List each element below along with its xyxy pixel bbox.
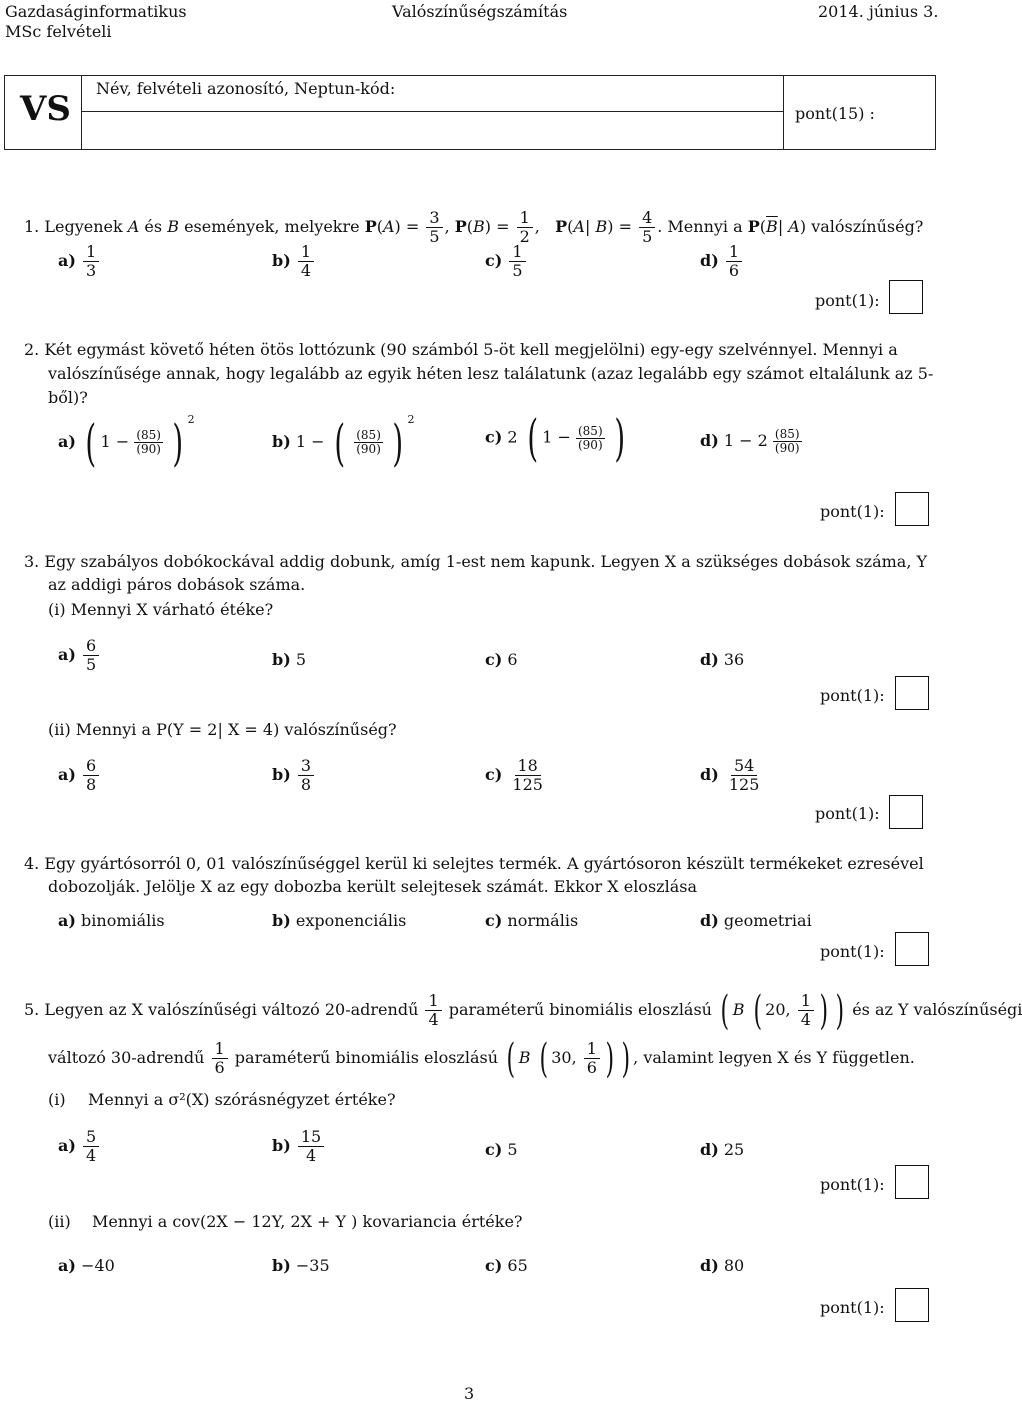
q4-option-c[interactable]: c) normális (485, 911, 579, 930)
q5-line-2: változó 30-adrendű $\frac{1}{6}$ paraméterű binomiális eloszlású ( B ( 30, $\frac{1}{6}$ ) ) , valamint legyen X és Y független. (48, 1035, 915, 1082)
q1-text: Legyenek (44, 217, 123, 236)
q2-option-a[interactable]: a) ( 1 − (85 ) (90) ) $^2$ (58, 413, 195, 472)
q5-i-points-label: pont(1): (820, 1175, 885, 1194)
q3-i-points-label: pont(1): (820, 686, 885, 705)
q4-option-a[interactable]: a) binomiális (58, 911, 165, 930)
q5-ii-option-d[interactable]: d) 80 (700, 1256, 745, 1275)
q1-prob-p: P (364, 217, 377, 236)
q3-ii-option-a[interactable]: a) $\frac{6}{8}$ (58, 757, 101, 794)
q5-sub-2: Mennyi a cov(2X − 12Y, 2X + Y ) kovariancia értéke? (92, 1212, 523, 1231)
q5-ii-option-c[interactable]: c) 65 (485, 1256, 528, 1275)
q1-text-b: események, melyekre (184, 217, 360, 236)
q1-pa-frac: $\frac{3}{5}$ (426, 209, 442, 246)
q1-question: Mennyi a (667, 217, 743, 236)
q1-event-b: B (167, 217, 179, 236)
vs-label: VS (20, 89, 71, 129)
name-field-label: Név, felvételi azonosító, Neptun-kód: (96, 79, 396, 98)
q5-i-option-a[interactable]: a) $\frac{5}{4}$ (58, 1128, 101, 1165)
q3-line-2: az addigi páros dobások száma. (48, 575, 306, 594)
q1-number: 1. (24, 217, 40, 236)
q4-line-1: 4. Egy gyártósorról 0, 01 valószínűséggel kerül ki selejtes termék. A gyártósoron készült termékeket ezresével (24, 854, 924, 873)
q5-i-option-b[interactable]: b) $\frac{15}{4}$ (272, 1128, 326, 1165)
q4-option-d[interactable]: d) geometriai (700, 911, 812, 930)
q1-option-c[interactable]: c) $\frac{1}{5}$ (485, 243, 528, 280)
q5-ii-points-label: pont(1): (820, 1298, 885, 1317)
q5-ii-option-b[interactable]: b) −35 (272, 1256, 330, 1275)
q1-points-label: pont(1): (815, 291, 880, 310)
q3-ii-option-b[interactable]: b) $\frac{3}{8}$ (272, 757, 316, 794)
q1-option-b[interactable]: b) $\frac{1}{4}$ (272, 243, 316, 280)
q1-event-a: A (127, 217, 140, 236)
q3-i-option-d[interactable]: d) 36 (700, 650, 745, 669)
q3-ii-option-c[interactable]: c) $\frac{18}{125}$ (485, 756, 543, 794)
q3-sub-1: (i) Mennyi X várható étéke? (48, 600, 274, 619)
q1-option-a[interactable]: a) $\frac{1}{3}$ (58, 243, 101, 280)
q4-line-2: dobozolják. Jelölje X az egy dobozba került selejtesek számát. Ekkor X eloszlása (48, 877, 697, 896)
q1-answer-box[interactable] (889, 280, 923, 314)
q2-option-c[interactable]: c) 2 ( 1 − $\frac{(85)}{(90)}$ ) (485, 409, 625, 467)
q2-line-2: valószínűsége annak, hogy legalább az egyik héten lesz találatunk (azaz legalább egy számot eltalálunk az 5- (48, 364, 934, 383)
q2-line-3: ből)? (48, 388, 88, 407)
q5-ii-option-a[interactable]: a) −40 (58, 1256, 115, 1275)
q3-ii-points-label: pont(1): (815, 804, 880, 823)
q5-i-answer-box[interactable] (895, 1165, 929, 1199)
q5-i-option-c[interactable]: c) 5 (485, 1140, 518, 1159)
q1-option-d[interactable]: d) $\frac{1}{6}$ (700, 243, 744, 280)
page-number: 3 (464, 1384, 475, 1403)
q5-sub-1: Mennyi a σ²(X) szórásnégyzet értéke? (88, 1090, 396, 1109)
q1-pb-frac: $\frac{1}{2}$ (517, 209, 533, 246)
q3-line-1: 3. Egy szabályos dobókockával addig dobunk, amíg 1-est nem kapunk. Legyen X a szükséges dobások száma, Y (24, 552, 928, 571)
q3-ii-option-d[interactable]: d) $\frac{54}{125}$ (700, 756, 760, 794)
q5-i-option-d[interactable]: d) 25 (700, 1140, 745, 1159)
q2-points-label: pont(1): (820, 502, 885, 521)
q5-sub-1-label: (i) (48, 1090, 66, 1109)
q1-question-end: valószínűség? (811, 217, 924, 236)
header-right: 2014. június 3. (818, 2, 939, 21)
header-left-1: Gazdaságinformatikus (5, 2, 187, 21)
header-left-2: MSc felvételi (5, 22, 112, 41)
q5-sub-2-label: (ii) (48, 1212, 71, 1231)
q3-sub-2: (ii) Mennyi a P(Y = 2| X = 4) valószínűség? (48, 720, 397, 739)
q5-ii-answer-box[interactable] (895, 1288, 929, 1322)
q3-i-option-a[interactable]: a) $\frac{6}{5}$ (58, 637, 101, 674)
q3-i-answer-box[interactable] (895, 676, 929, 710)
q4-points-label: pont(1): (820, 942, 885, 961)
q2-option-b[interactable]: b) 1 − ( $\frac{(85)}{(90)}$ ) $^2$ (272, 413, 415, 472)
q4-option-b[interactable]: b) exponenciális (272, 911, 407, 930)
total-points-label: pont(15) : (795, 104, 875, 123)
q3-ii-answer-box[interactable] (889, 795, 923, 829)
q5-line-1: 5. Legyen az X valószínűségi változó 20-adrendű $\frac{1}{4}$ paraméterű binomiális eloszlású ( B ( 20, $\frac{1}{4}$ ) ) és az Y valószínűségi (24, 987, 1022, 1034)
q2-answer-box[interactable] (895, 492, 929, 526)
q4-answer-box[interactable] (895, 932, 929, 966)
q2-option-d[interactable]: d) 1 − 2 $\frac{(85)}{(90)}$ (700, 427, 800, 455)
q2-line-1: 2. Két egymást követő héten ötös lottózunk (90 számból 5-öt kell megjelölni) egy-egy szelvénnyel. Mennyi a (24, 340, 898, 359)
q3-i-option-b[interactable]: b) 5 (272, 650, 307, 669)
q3-i-option-c[interactable]: c) 6 (485, 650, 518, 669)
q1-pab-frac: $\frac{4}{5}$ (639, 209, 655, 246)
q1-text-es: és (144, 217, 163, 236)
header-center: Valószínűségszámítás (392, 2, 568, 21)
